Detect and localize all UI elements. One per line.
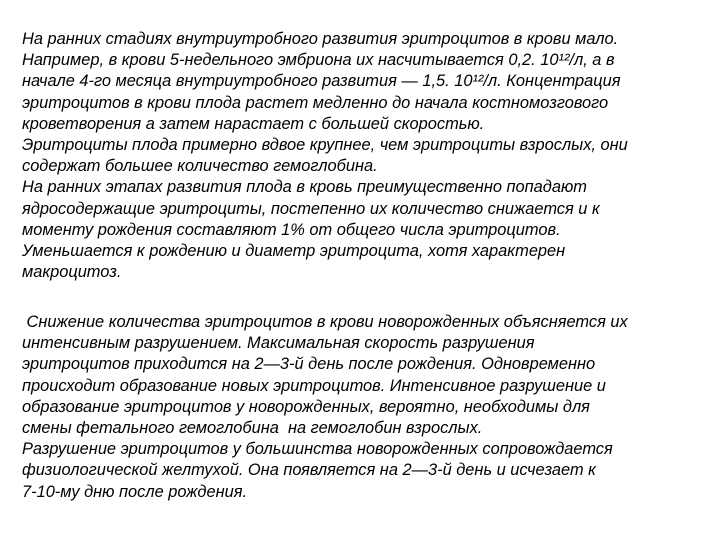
text-line: Эритроциты плода примерно вдвое крупнее, чем эритроциты взрослых, они (22, 136, 628, 155)
text-line: Разрушение эритроцитов у большинства новорожденных сопровождается (22, 440, 613, 459)
text-line: ядросодержащие эритроциты, постепенно их количество снижается и к (22, 199, 600, 218)
text-line: происходит образование новых эритроцитов. Интенсивное разрушение и (22, 376, 606, 395)
text-line: На ранних стадиях внутриутробного развития эритроцитов в крови мало. (22, 30, 619, 48)
text-line: кроветворения а затем нарастает с большей скоростью. (22, 114, 485, 133)
text-line: образование эритроцитов у новорожденных, вероятно, необходимы для (22, 397, 590, 416)
text-line: макроцитоз. (22, 263, 122, 282)
text-line: моменту рождения составляют 1% от общего числа эритроцитов. (22, 220, 561, 239)
text-line: эритроцитов в крови плода растет медленно до начала костномозгового (22, 93, 609, 112)
text-line: начале 4-го месяца внутриутробного развития — 1,5. 10¹²/л. Концентрация (22, 72, 621, 91)
text-line: Например, в крови 5-недельного эмбриона их насчитывается 0,2. 10¹²/л, а в (22, 51, 615, 70)
text-line: интенсивным разрушением. Максимальная скорость разрушения (22, 334, 535, 353)
text-line: На ранних этапах развития плода в кровь преимущественно попадают (22, 178, 587, 197)
text-line: 7-10-му дню после рождения. (22, 482, 248, 501)
text-line: содержат большее количество гемоглобина. (22, 157, 378, 176)
text-line: Уменьшается к рождению и диаметр эритроцита, хотя характерен (22, 242, 566, 261)
text-line: физиологической желтухой. Она появляется на 2—3-й день и исчезает к (22, 461, 596, 480)
text-line: Снижение количества эритроцитов в крови новорожденных объясняется их (22, 313, 628, 331)
paragraph-block-newborn-erythrocytes (22, 312, 712, 503)
text-line: эритроцитов приходится на 2—3-й день после рождения. Одновременно (22, 355, 596, 374)
paragraph-block-embryo-erythrocytes (22, 29, 712, 283)
text-line: смены фетального гемоглобина на гемоглобин взрослых. (22, 419, 483, 438)
